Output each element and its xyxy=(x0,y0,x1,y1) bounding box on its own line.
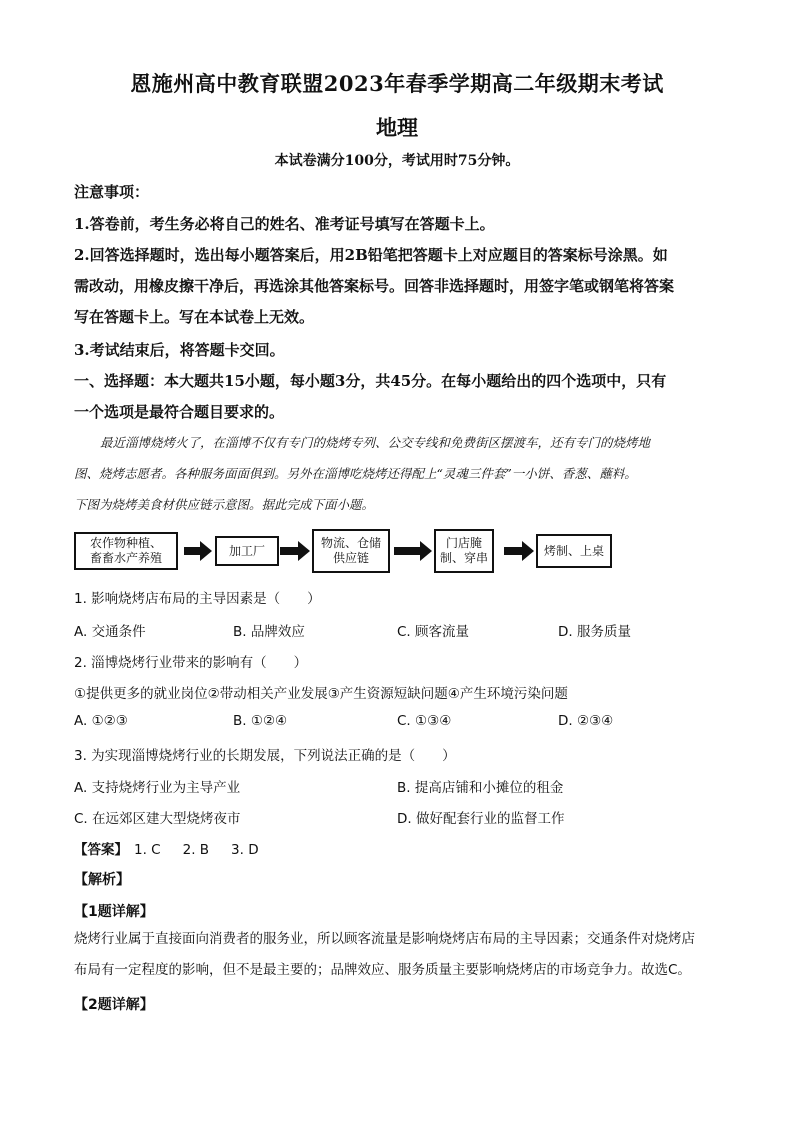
supply-chain-diagram xyxy=(74,527,720,575)
flow-step-farming xyxy=(74,532,178,570)
flow-step-factory xyxy=(215,536,279,566)
section-heading: 一、选择题：本大题共15小题，每小题3分，共45分。在每小题给出的四个选项中，只有 xyxy=(74,372,667,390)
answer-2: 2. B xyxy=(182,842,210,858)
answer-tag: 【答案】 xyxy=(74,842,128,858)
flow-step-grill-serve-label: 烤制、上桌 xyxy=(543,543,604,558)
passage xyxy=(74,427,720,520)
answer-line xyxy=(74,838,259,858)
q2-analysis-header: 【2题详解】 xyxy=(74,997,154,1013)
flow-arrow-icon xyxy=(184,541,212,561)
exam-title: 恩施州高中教育联盟2023年春季学期高二年级期末考试 xyxy=(130,71,664,96)
flow-step-store-prep-line2: 制、穿串 xyxy=(439,551,488,565)
question-3-option-b: B. 提高店铺和小摊位的租金 xyxy=(397,780,564,796)
analysis-tag: 【解析】 xyxy=(74,872,130,888)
question-2-option-c: C. ①③④ xyxy=(397,713,452,729)
question-1-option-d: D. 服务质量 xyxy=(558,624,631,640)
question-1-option-a: A. 交通条件 xyxy=(74,624,146,640)
flow-step-store-prep xyxy=(434,529,494,573)
flow-arrow-icon xyxy=(280,541,310,561)
question-3-option-d: D. 做好配套行业的监督工作 xyxy=(397,811,565,827)
notice-item-2-end: 写在答题卡上。写在本试卷上无效。 xyxy=(74,308,315,326)
question-3-stem: 3. 为实现淄博烧烤行业的长期发展，下列说法正确的是（ ） xyxy=(74,748,456,764)
q1-analysis-line-2: 布局有一定程度的影响，但不是最主要的；品牌效应、服务质量主要影响烧烤店的市场竞争力。故选C。 xyxy=(74,962,691,978)
answer-3: 3. D xyxy=(231,842,259,858)
question-1-stem: 1. 影响烧烤店布局的主导因素是（ ） xyxy=(74,591,321,607)
q1-analysis-line-1: 烧烤行业属于直接面向消费者的服务业，所以顾客流量是影响烧烤店布局的主导因素；交通条件对烧烤店 xyxy=(74,931,695,947)
flow-step-factory-label: 加工厂 xyxy=(228,543,265,558)
answer-1: 1. C xyxy=(134,842,161,858)
question-2-option-d: D. ②③④ xyxy=(558,713,614,729)
subject-title: 地理 xyxy=(376,115,418,140)
question-1-option-c: C. 顾客流量 xyxy=(397,624,470,640)
passage-line-2: 图、烧烤志愿者。各种服务面面俱到。另外在淄博吃烧烤还得配上“灵魂三件套”一小饼、香葱、蘸料。 xyxy=(74,466,637,481)
question-2-option-b: B. ①②④ xyxy=(233,713,288,729)
notice-item-1: 1.答卷前，考生务必将自己的姓名、准考证号填写在答题卡上。 xyxy=(74,215,495,233)
flow-step-logistics-line1: 物流、仓储 xyxy=(320,536,381,550)
flow-step-grill-serve xyxy=(536,534,612,568)
question-3-option-a: A. 支持烧烤行业为主导产业 xyxy=(74,780,241,796)
question-2-stem: 2. 淄博烧烤行业带来的影响有（ ） xyxy=(74,655,308,671)
question-1-option-b: B. 品牌效应 xyxy=(233,624,305,640)
flow-step-logistics xyxy=(312,529,390,573)
question-3-option-c: C. 在远郊区建大型烧烤夜市 xyxy=(74,811,241,827)
notice-heading: 注意事项： xyxy=(74,183,150,201)
flow-step-farming-line2: 畜畜水产养殖 xyxy=(89,551,162,565)
passage-line-1: 最近淄博烧烤火了，在淄博不仅有专门的烧烤专列、公交专线和免费街区摆渡车，还有专门的烧烤地 xyxy=(100,435,651,450)
section-heading-cont: 一个选项是最符合题目要求的。 xyxy=(74,403,285,421)
flow-arrow-icon xyxy=(394,541,432,561)
flow-step-logistics-line2: 供应链 xyxy=(332,551,369,565)
q1-analysis-header: 【1题详解】 xyxy=(74,904,154,920)
question-2-option-a: A. ①②③ xyxy=(74,713,128,729)
flow-arrow-icon xyxy=(504,541,534,561)
q1-analysis-text xyxy=(74,924,724,986)
notice-item-2-cont: 需改动，用橡皮擦干净后，再选涂其他答案标号。回答非选择题时，用签字笔或钢笔将答案 xyxy=(74,277,675,295)
passage-line-3: 下图为烧烤美食材供应链示意图。据此完成下面小题。 xyxy=(74,497,375,512)
question-2-statements: ①提供更多的就业岗位②带动相关产业发展③产生资源短缺问题④产生环境污染问题 xyxy=(74,686,568,702)
notice-item-3: 3.考试结束后，将答题卡交回。 xyxy=(74,341,285,359)
exam-duration-note: 本试卷满分100分，考试用时75分钟。 xyxy=(274,153,520,169)
notice-item-2: 2.回答选择题时，选出每小题答案后，用2B铅笔把答题卡上对应题目的答案标号涂黑。如 xyxy=(74,246,668,264)
flow-step-farming-line1: 农作物种植、 xyxy=(89,536,162,550)
flow-step-store-prep-line1: 门店腌 xyxy=(445,536,482,550)
